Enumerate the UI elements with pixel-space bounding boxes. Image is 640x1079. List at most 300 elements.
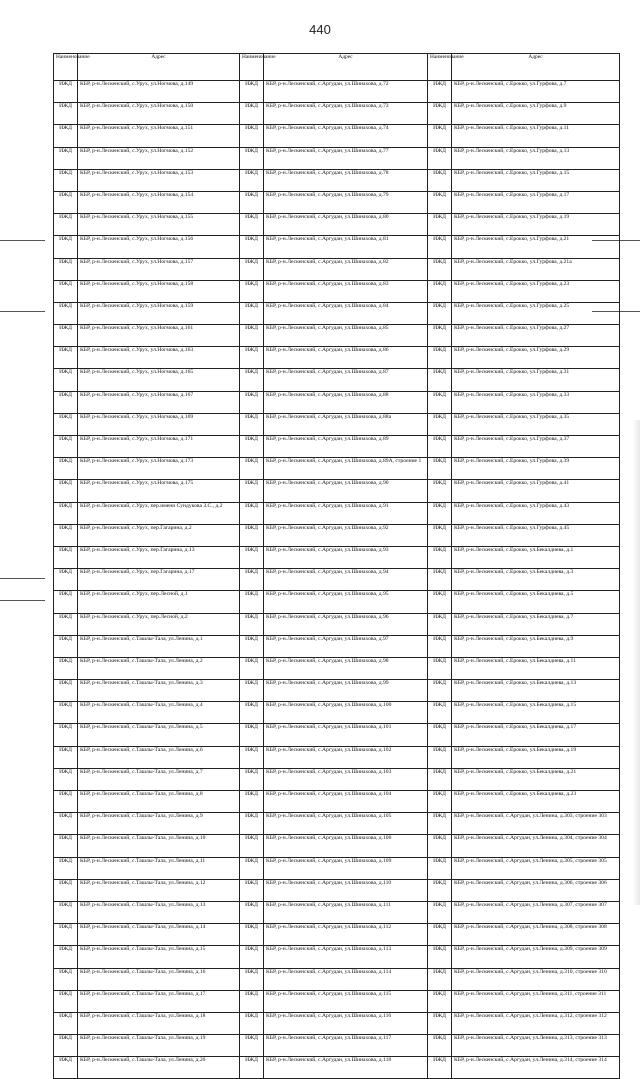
object-kind-cell: ИЖД — [240, 81, 264, 103]
object-kind-cell: ИЖД — [240, 591, 264, 613]
address-cell: КБР, р-н.Лескенский, с.Ерокко, ул.Гурфова, д.21 — [452, 236, 620, 258]
address-cell: КБР, р-н.Лескенский, с.Аргудан, ул.Шинахова, д.98 — [264, 657, 428, 679]
object-kind-cell: ИЖД — [428, 258, 452, 280]
address-cell: КБР, р-н.Лескенский, с.Ерокко, ул.Гурфова, д.27 — [452, 325, 620, 347]
address-cell: КБР, р-н.Лескенский, с.Аргудан, ул.Шинахова, д.73 — [264, 103, 428, 125]
object-kind-cell: ИЖД — [428, 657, 452, 679]
object-kind-cell: ИЖД — [54, 1012, 78, 1034]
table-row — [54, 480, 620, 502]
table-row — [54, 768, 620, 790]
table-row — [54, 546, 620, 568]
object-kind-cell: ИЖД — [240, 901, 264, 923]
object-kind-cell: ИЖД — [428, 436, 452, 458]
address-cell: КБР, р-н.Лескенский, с.Ерокко, ул.Гурфова, д.45 — [452, 524, 620, 546]
address-cell: КБР, р-н.Лескенский, с.Ташлы-Тала, ул.Ленина, д.1 — [78, 635, 240, 657]
address-cell: КБР, р-н.Лескенский, с.Аргудан, ул.Шинахова, д.77 — [264, 147, 428, 169]
address-cell: КБР, р-н.Лескенский, с.Аргудан, ул.Шинахова, д.116 — [264, 1012, 428, 1034]
page-number: 440 — [309, 22, 331, 37]
object-kind-cell: ИЖД — [428, 569, 452, 591]
address-cell: КБР, р-н.Лескенский, с.Ерокко, ул.Гурфова, д.35 — [452, 413, 620, 435]
address-cell: КБР, р-н.Лескенский, с.Урух, ул.Ногмова, д.149 — [78, 81, 240, 103]
object-kind-cell: ИЖД — [428, 724, 452, 746]
object-kind-cell: ИЖД — [240, 835, 264, 857]
address-cell: КБР, р-н.Лескенский, с.Урух, пер.Лесной, д.2 — [78, 613, 240, 635]
address-cell: КБР, р-н.Лескенский, с.Ташлы-Тала, ул.Ленина, д.5 — [78, 724, 240, 746]
table-row — [54, 280, 620, 302]
table-body — [54, 81, 620, 1079]
address-cell: КБР, р-н.Лескенский, с.Урух, пер.Гагарина, д.17 — [78, 569, 240, 591]
address-cell: КБР, р-н.Лескенский, с.Ерокко, ул.Гурфова, д.9 — [452, 103, 620, 125]
object-kind-cell: ИЖД — [54, 1035, 78, 1057]
table-row — [54, 191, 620, 213]
object-kind-cell: ИЖД — [54, 147, 78, 169]
address-cell: КБР, р-н.Лескенский, с.Ерокко, ул.Бекалдиева, д.9 — [452, 635, 620, 657]
address-cell: КБР, р-н.Лескенский, с.Ерокко, ул.Бекалдиева, д.21 — [452, 768, 620, 790]
object-kind-cell: ИЖД — [240, 458, 264, 480]
address-cell: КБР, р-н.Лескенский, с.Ерокко, ул.Гурфова, д.15 — [452, 169, 620, 191]
address-cell: КБР, р-н.Лескенский, с.Аргудан, ул.Шинахова, д.82 — [264, 258, 428, 280]
address-cell: КБР, р-н.Лескенский, с.Аргудан, ул.Шинахова, д.112 — [264, 924, 428, 946]
object-kind-cell: ИЖД — [54, 125, 78, 147]
object-kind-cell: ИЖД — [240, 1057, 264, 1079]
object-kind-cell: ИЖД — [240, 236, 264, 258]
object-kind-cell: ИЖД — [240, 147, 264, 169]
address-cell: КБР, р-н.Лескенский, с.Ташлы-Тала, ул.Ленина, д.10 — [78, 835, 240, 857]
object-kind-cell: ИЖД — [428, 236, 452, 258]
column-header-address: Адрес — [264, 54, 428, 81]
object-kind-cell: ИЖД — [428, 458, 452, 480]
address-cell: КБР, р-н.Лескенский, с.Ташлы-Тала, ул.Ленина, д.8 — [78, 791, 240, 813]
object-kind-cell: ИЖД — [240, 680, 264, 702]
address-cell: КБР, р-н.Лескенский, с.Аргудан, ул.Шинахова, д.103 — [264, 768, 428, 790]
address-cell: КБР, р-н.Лескенский, с.Аргудан, ул.Шинахова, д.83 — [264, 280, 428, 302]
object-kind-cell: ИЖД — [428, 214, 452, 236]
object-kind-cell: ИЖД — [54, 813, 78, 835]
object-kind-cell: ИЖД — [428, 746, 452, 768]
address-cell: КБР, р-н.Лескенский, с.Аргудан, ул.Шинахова, д.110 — [264, 879, 428, 901]
address-cell: КБР, р-н.Лескенский, с.Ташлы-Тала, ул.Ленина, д.9 — [78, 813, 240, 835]
address-cell: КБР, р-н.Лескенский, с.Урух, ул.Ногмова, д.167 — [78, 391, 240, 413]
address-cell: КБР, р-н.Лескенский, с.Ташлы-Тала, ул.Ленина, д.3 — [78, 680, 240, 702]
address-cell: КБР, р-н.Лескенский, с.Ташлы-Тала, ул.Ленина, д.14 — [78, 924, 240, 946]
object-kind-cell: ИЖД — [428, 791, 452, 813]
address-cell: КБР, р-н.Лескенский, с.Ташлы-Тала, ул.Ленина, д.2 — [78, 657, 240, 679]
object-kind-cell: ИЖД — [428, 413, 452, 435]
object-kind-cell: ИЖД — [240, 325, 264, 347]
object-kind-cell: ИЖД — [54, 879, 78, 901]
object-kind-cell: ИЖД — [428, 968, 452, 990]
object-kind-cell: ИЖД — [428, 546, 452, 568]
table-row — [54, 901, 620, 923]
address-cell: КБР, р-н.Лескенский, с.Аргудан, ул.Шинахова, д.81 — [264, 236, 428, 258]
address-cell: КБР, р-н.Лескенский, с.Аргудан, ул.Ленина, д.314, строение 314 — [452, 1057, 620, 1079]
object-kind-cell: ИЖД — [240, 480, 264, 502]
address-cell: КБР, р-н.Лескенский, с.Аргудан, ул.Шинахова, д.118 — [264, 1057, 428, 1079]
address-cell: КБР, р-н.Лескенский, с.Ерокко, ул.Гурфова, д.33 — [452, 391, 620, 413]
object-kind-cell: ИЖД — [54, 724, 78, 746]
address-cell: КБР, р-н.Лескенский, с.Аргудан, ул.Ленина, д.309, строение 309 — [452, 946, 620, 968]
table-row — [54, 325, 620, 347]
object-kind-cell: ИЖД — [54, 325, 78, 347]
address-cell: КБР, р-н.Лескенский, с.Аргудан, ул.Ленина, д.305, строение 305 — [452, 857, 620, 879]
address-cell: КБР, р-н.Лескенский, с.Ерокко, ул.Гурфова, д.21а — [452, 258, 620, 280]
object-kind-cell: ИЖД — [428, 147, 452, 169]
address-cell: КБР, р-н.Лескенский, с.Ерокко, ул.Гурфова, д.7 — [452, 81, 620, 103]
table-row — [54, 835, 620, 857]
address-cell: КБР, р-н.Лескенский, с.Ерокко, ул.Бекалдиева, д.7 — [452, 613, 620, 635]
object-kind-cell: ИЖД — [240, 569, 264, 591]
address-cell: КБР, р-н.Лескенский, с.Ерокко, ул.Бекалдиева, д.3 — [452, 569, 620, 591]
object-kind-cell: ИЖД — [428, 901, 452, 923]
object-kind-cell: ИЖД — [240, 191, 264, 213]
address-cell: КБР, р-н.Лескенский, с.Аргудан, ул.Шинахова, д.72 — [264, 81, 428, 103]
scan-shadow — [632, 420, 640, 905]
object-kind-cell: ИЖД — [240, 635, 264, 657]
object-kind-cell: ИЖД — [54, 546, 78, 568]
address-cell: КБР, р-н.Лескенский, с.Ташлы-Тала, ул.Ленина, д.17 — [78, 990, 240, 1012]
address-cell: КБР, р-н.Лескенский, с.Аргудан, ул.Шинахова, д.102 — [264, 746, 428, 768]
address-cell: КБР, р-н.Лескенский, с.Ерокко, ул.Гурфова, д.29 — [452, 347, 620, 369]
table-row — [54, 413, 620, 435]
address-cell: КБР, р-н.Лескенский, с.Аргудан, ул.Шинахова, д.109 — [264, 857, 428, 879]
address-cell: КБР, р-н.Лескенский, с.Аргудан, ул.Шинахова, д.89 — [264, 436, 428, 458]
object-kind-cell: ИЖД — [428, 81, 452, 103]
address-cell: КБР, р-н.Лескенский, с.Аргудан, ул.Шинахова, д.88 — [264, 391, 428, 413]
table-row — [54, 879, 620, 901]
object-kind-cell: ИЖД — [54, 81, 78, 103]
table-row — [54, 524, 620, 546]
column-header-kind: Наименование — [240, 54, 264, 81]
address-cell: КБР, р-н.Лескенский, с.Аргудан, ул.Шинахова, д.86 — [264, 347, 428, 369]
object-kind-cell: ИЖД — [54, 413, 78, 435]
object-kind-cell: ИЖД — [240, 169, 264, 191]
address-cell: КБР, р-н.Лескенский, с.Урух, пер.имени Сундукова З.С., д.2 — [78, 502, 240, 524]
table-row — [54, 613, 620, 635]
object-kind-cell: ИЖД — [240, 1012, 264, 1034]
object-kind-cell: ИЖД — [54, 924, 78, 946]
object-kind-cell: ИЖД — [240, 524, 264, 546]
object-kind-cell: ИЖД — [240, 546, 264, 568]
object-kind-cell: ИЖД — [428, 280, 452, 302]
table-row — [54, 302, 620, 324]
object-kind-cell: ИЖД — [240, 502, 264, 524]
address-cell: КБР, р-н.Лескенский, с.Аргудан, ул.Шинахова, д.101 — [264, 724, 428, 746]
object-kind-cell: ИЖД — [54, 968, 78, 990]
table-row — [54, 657, 620, 679]
object-kind-cell: ИЖД — [240, 1035, 264, 1057]
object-kind-cell: ИЖД — [240, 613, 264, 635]
object-kind-cell: ИЖД — [428, 768, 452, 790]
address-cell: КБР, р-н.Лескенский, с.Ерокко, ул.Бекалдиева, д.23 — [452, 791, 620, 813]
object-kind-cell: ИЖД — [240, 857, 264, 879]
table-row — [54, 635, 620, 657]
object-kind-cell: ИЖД — [54, 258, 78, 280]
object-kind-cell: ИЖД — [240, 990, 264, 1012]
address-cell: КБР, р-н.Лескенский, с.Аргудан, ул.Ленина, д.308, строение 308 — [452, 924, 620, 946]
address-cell: КБР, р-н.Лескенский, с.Урух, ул.Ногмова, д.165 — [78, 369, 240, 391]
object-kind-cell: ИЖД — [428, 702, 452, 724]
address-cell: КБР, р-н.Лескенский, с.Аргудан, ул.Шинахова, д.92 — [264, 524, 428, 546]
object-kind-cell: ИЖД — [428, 302, 452, 324]
address-cell: КБР, р-н.Лескенский, с.Аргудан, ул.Шинахова, д.93 — [264, 546, 428, 568]
object-kind-cell: ИЖД — [240, 702, 264, 724]
address-cell: КБР, р-н.Лескенский, с.Ерокко, ул.Гурфова, д.11 — [452, 125, 620, 147]
table-row — [54, 458, 620, 480]
address-cell: КБР, р-н.Лескенский, с.Ташлы-Тала, ул.Ленина, д.16 — [78, 968, 240, 990]
table-row — [54, 680, 620, 702]
object-kind-cell: ИЖД — [428, 524, 452, 546]
address-cell: КБР, р-н.Лескенский, с.Аргудан, ул.Ленина, д.311, строение 311 — [452, 990, 620, 1012]
address-cell: КБР, р-н.Лескенский, с.Ташлы-Тала, ул.Ленина, д.20 — [78, 1057, 240, 1079]
object-kind-cell: ИЖД — [54, 391, 78, 413]
object-kind-cell: ИЖД — [54, 524, 78, 546]
address-cell: КБР, р-н.Лескенский, с.Ташлы-Тала, ул.Ленина, д.7 — [78, 768, 240, 790]
address-cell: КБР, р-н.Лескенский, с.Ерокко, ул.Бекалдиева, д.17 — [452, 724, 620, 746]
object-kind-cell: ИЖД — [240, 280, 264, 302]
table-row — [54, 236, 620, 258]
object-kind-cell: ИЖД — [54, 791, 78, 813]
table-row — [54, 791, 620, 813]
object-kind-cell: ИЖД — [428, 835, 452, 857]
address-cell: КБР, р-н.Лескенский, с.Урух, ул.Ногмова, д.158 — [78, 280, 240, 302]
address-cell: КБР, р-н.Лескенский, с.Аргудан, ул.Ленина, д.306, строение 306 — [452, 879, 620, 901]
object-kind-cell: ИЖД — [428, 125, 452, 147]
address-cell: КБР, р-н.Лескенский, с.Аргудан, ул.Шинахова, д.94 — [264, 569, 428, 591]
address-cell: КБР, р-н.Лескенский, с.Аргудан, ул.Шинахова, д.84 — [264, 302, 428, 324]
table-row — [54, 369, 620, 391]
address-cell: КБР, р-н.Лескенский, с.Аргудан, ул.Шинахова, д.87 — [264, 369, 428, 391]
object-kind-cell: ИЖД — [54, 480, 78, 502]
table-row — [54, 1012, 620, 1034]
object-kind-cell: ИЖД — [428, 879, 452, 901]
address-cell: КБР, р-н.Лескенский, с.Урух, ул.Ногмова, д.154 — [78, 191, 240, 213]
address-cell: КБР, р-н.Лескенский, с.Ерокко, ул.Гурфова, д.23 — [452, 280, 620, 302]
object-kind-cell: ИЖД — [240, 724, 264, 746]
object-kind-cell: ИЖД — [54, 280, 78, 302]
object-kind-cell: ИЖД — [240, 413, 264, 435]
table-row — [54, 502, 620, 524]
table-row — [54, 857, 620, 879]
address-cell: КБР, р-н.Лескенский, с.Ташлы-Тала, ул.Ленина, д.18 — [78, 1012, 240, 1034]
address-cell: КБР, р-н.Лескенский, с.Урух, пер.Гагарина, д.13 — [78, 546, 240, 568]
object-kind-cell: ИЖД — [240, 302, 264, 324]
object-kind-cell: ИЖД — [54, 946, 78, 968]
object-kind-cell: ИЖД — [240, 746, 264, 768]
column-header-address: Адрес — [452, 54, 620, 81]
scan-artifact-line — [0, 311, 45, 312]
address-cell: КБР, р-н.Лескенский, с.Аргудан, ул.Шинахова, д.89А, строение 1 — [264, 458, 428, 480]
object-kind-cell: ИЖД — [428, 103, 452, 125]
address-cell: КБР, р-н.Лескенский, с.Аргудан, ул.Шинахова, д.97 — [264, 635, 428, 657]
address-cell: КБР, р-н.Лескенский, с.Урух, ул.Ногмова, д.153 — [78, 169, 240, 191]
table-row — [54, 169, 620, 191]
address-cell: КБР, р-н.Лескенский, с.Аргудан, ул.Шинахова, д.100 — [264, 702, 428, 724]
table-row — [54, 968, 620, 990]
object-kind-cell: ИЖД — [54, 302, 78, 324]
address-cell: КБР, р-н.Лескенский, с.Ерокко, ул.Гурфова, д.39 — [452, 458, 620, 480]
address-cell: КБР, р-н.Лескенский, с.Аргудан, ул.Шинахова, д.113 — [264, 946, 428, 968]
address-cell: КБР, р-н.Лескенский, с.Аргудан, ул.Шинахова, д.106 — [264, 835, 428, 857]
object-kind-cell: ИЖД — [54, 990, 78, 1012]
address-cell: КБР, р-н.Лескенский, с.Ташлы-Тала, ул.Ленина, д.11 — [78, 857, 240, 879]
address-cell: КБР, р-н.Лескенский, с.Аргудан, ул.Шинахова, д.74 — [264, 125, 428, 147]
object-kind-cell: ИЖД — [54, 169, 78, 191]
address-cell: КБР, р-н.Лескенский, с.Аргудан, ул.Шинахова, д.91 — [264, 502, 428, 524]
address-cell: КБР, р-н.Лескенский, с.Ерокко, ул.Бекалдиева, д.1 — [452, 546, 620, 568]
address-cell: КБР, р-н.Лескенский, с.Ерокко, ул.Бекалдиева, д.15 — [452, 702, 620, 724]
address-cell: КБР, р-н.Лескенский, с.Урух, пер.Лесной, д.1 — [78, 591, 240, 613]
address-cell: КБР, р-н.Лескенский, с.Ерокко, ул.Бекалдиева, д.13 — [452, 680, 620, 702]
address-cell: КБР, р-н.Лескенский, с.Аргудан, ул.Шинахова, д.115 — [264, 990, 428, 1012]
object-kind-cell: ИЖД — [428, 613, 452, 635]
address-cell: КБР, р-н.Лескенский, с.Урух, ул.Ногмова, д.152 — [78, 147, 240, 169]
object-kind-cell: ИЖД — [240, 103, 264, 125]
object-kind-cell: ИЖД — [240, 879, 264, 901]
table-row — [54, 813, 620, 835]
object-kind-cell: ИЖД — [428, 169, 452, 191]
address-cell: КБР, р-н.Лескенский, с.Аргудан, ул.Ленина, д.312, строение 312 — [452, 1012, 620, 1034]
object-kind-cell: ИЖД — [54, 613, 78, 635]
address-cell: КБР, р-н.Лескенский, с.Аргудан, ул.Ленина, д.303, строение 303 — [452, 813, 620, 835]
address-cell: КБР, р-н.Лескенский, с.Аргудан, ул.Шинахова, д.85 — [264, 325, 428, 347]
object-kind-cell: ИЖД — [428, 591, 452, 613]
table-row — [54, 214, 620, 236]
address-cell: КБР, р-н.Лескенский, с.Урух, ул.Ногмова, д.157 — [78, 258, 240, 280]
table-row — [54, 436, 620, 458]
address-cell: КБР, р-н.Лескенский, с.Аргудан, ул.Ленина, д.310, строение 310 — [452, 968, 620, 990]
table-row — [54, 81, 620, 103]
table-row — [54, 924, 620, 946]
column-header-kind: Наименование — [428, 54, 452, 81]
object-kind-cell: ИЖД — [240, 968, 264, 990]
object-kind-cell: ИЖД — [428, 369, 452, 391]
address-cell: КБР, р-н.Лескенский, с.Аргудан, ул.Шинахова, д.90 — [264, 480, 428, 502]
table-row — [54, 946, 620, 968]
object-kind-cell: ИЖД — [54, 436, 78, 458]
address-cell: КБР, р-н.Лескенский, с.Ерокко, ул.Гурфова, д.13 — [452, 147, 620, 169]
object-kind-cell: ИЖД — [428, 391, 452, 413]
address-cell: КБР, р-н.Лескенский, с.Ерокко, ул.Бекалдиева, д.5 — [452, 591, 620, 613]
table-row — [54, 1057, 620, 1079]
object-kind-cell: ИЖД — [428, 502, 452, 524]
address-cell: КБР, р-н.Лескенский, с.Урух, ул.Ногмова, д.159 — [78, 302, 240, 324]
address-cell: КБР, р-н.Лескенский, с.Аргудан, ул.Шинахова, д.79 — [264, 191, 428, 213]
address-cell: КБР, р-н.Лескенский, с.Ташлы-Тала, ул.Ленина, д.15 — [78, 946, 240, 968]
address-cell: КБР, р-н.Лескенский, с.Ташлы-Тала, ул.Ленина, д.4 — [78, 702, 240, 724]
object-kind-cell: ИЖД — [428, 813, 452, 835]
object-kind-cell: ИЖД — [428, 924, 452, 946]
address-cell: КБР, р-н.Лескенский, с.Ташлы-Тала, ул.Ленина, д.6 — [78, 746, 240, 768]
address-cell: КБР, р-н.Лескенский, с.Ташлы-Тала, ул.Ленина, д.12 — [78, 879, 240, 901]
object-kind-cell: ИЖД — [240, 214, 264, 236]
table-row — [54, 990, 620, 1012]
scan-artifact-line — [0, 600, 45, 601]
object-kind-cell: ИЖД — [54, 680, 78, 702]
object-kind-cell: ИЖД — [240, 791, 264, 813]
address-cell: КБР, р-н.Лескенский, с.Аргудан, ул.Шинахова, д.104 — [264, 791, 428, 813]
object-kind-cell: ИЖД — [428, 857, 452, 879]
object-kind-cell: ИЖД — [240, 258, 264, 280]
address-cell: КБР, р-н.Лескенский, с.Урух, ул.Ногмова, д.161 — [78, 325, 240, 347]
address-cell: КБР, р-н.Лескенский, с.Ерокко, ул.Гурфова, д.43 — [452, 502, 620, 524]
column-header-kind: Наименование — [54, 54, 78, 81]
table-row — [54, 591, 620, 613]
object-kind-cell: ИЖД — [428, 480, 452, 502]
object-kind-cell: ИЖД — [428, 191, 452, 213]
address-cell: КБР, р-н.Лескенский, с.Ерокко, ул.Гурфова, д.41 — [452, 480, 620, 502]
address-table — [53, 53, 620, 1079]
object-kind-cell: ИЖД — [54, 901, 78, 923]
object-kind-cell: ИЖД — [428, 1012, 452, 1034]
object-kind-cell: ИЖД — [428, 680, 452, 702]
table-row — [54, 724, 620, 746]
table-row — [54, 746, 620, 768]
address-cell: КБР, р-н.Лескенский, с.Ташлы-Тала, ул.Ленина, д.19 — [78, 1035, 240, 1057]
address-cell: КБР, р-н.Лескенский, с.Аргудан, ул.Шинахова, д.95 — [264, 591, 428, 613]
object-kind-cell: ИЖД — [54, 857, 78, 879]
object-kind-cell: ИЖД — [240, 125, 264, 147]
table-row — [54, 702, 620, 724]
table-row — [54, 391, 620, 413]
object-kind-cell: ИЖД — [428, 635, 452, 657]
address-cell: КБР, р-н.Лескенский, с.Аргудан, ул.Ленина, д.307, строение 307 — [452, 901, 620, 923]
object-kind-cell: ИЖД — [54, 835, 78, 857]
address-cell: КБР, р-н.Лескенский, с.Аргудан, ул.Шинахова, д.117 — [264, 1035, 428, 1057]
address-cell: КБР, р-н.Лескенский, с.Аргудан, ул.Шинахова, д.96 — [264, 613, 428, 635]
address-cell: КБР, р-н.Лескенский, с.Аргудан, ул.Шинахова, д.111 — [264, 901, 428, 923]
object-kind-cell: ИЖД — [54, 569, 78, 591]
object-kind-cell: ИЖД — [240, 347, 264, 369]
object-kind-cell: ИЖД — [428, 990, 452, 1012]
object-kind-cell: ИЖД — [54, 702, 78, 724]
address-cell: КБР, р-н.Лескенский, с.Урух, ул.Ногмова, д.163 — [78, 347, 240, 369]
object-kind-cell: ИЖД — [54, 591, 78, 613]
table-row — [54, 125, 620, 147]
address-cell: КБР, р-н.Лескенский, с.Урух, ул.Ногмова, д.156 — [78, 236, 240, 258]
table-row — [54, 103, 620, 125]
address-cell: КБР, р-н.Лескенский, с.Аргудан, ул.Шинахова, д.105 — [264, 813, 428, 835]
address-cell: КБР, р-н.Лескенский, с.Урух, ул.Ногмова, д.155 — [78, 214, 240, 236]
object-kind-cell: ИЖД — [54, 347, 78, 369]
object-kind-cell: ИЖД — [240, 768, 264, 790]
object-kind-cell: ИЖД — [54, 103, 78, 125]
scan-artifact-line — [0, 240, 45, 241]
address-cell: КБР, р-н.Лескенский, с.Урух, ул.Ногмова, д.151 — [78, 125, 240, 147]
address-cell: КБР, р-н.Лескенский, с.Ерокко, ул.Бекалдиева, д.11 — [452, 657, 620, 679]
address-cell: КБР, р-н.Лескенский, с.Аргудан, ул.Шинахова, д.88а — [264, 413, 428, 435]
object-kind-cell: ИЖД — [240, 657, 264, 679]
object-kind-cell: ИЖД — [54, 236, 78, 258]
scan-artifact-line — [0, 578, 45, 579]
table-row — [54, 347, 620, 369]
object-kind-cell: ИЖД — [240, 436, 264, 458]
address-cell: КБР, р-н.Лескенский, с.Аргудан, ул.Ленина, д.304, строение 304 — [452, 835, 620, 857]
table-row — [54, 1035, 620, 1057]
address-cell: КБР, р-н.Лескенский, с.Аргудан, ул.Ленина, д.313, строение 313 — [452, 1035, 620, 1057]
address-cell: КБР, р-н.Лескенский, с.Ерокко, ул.Гурфова, д.19 — [452, 214, 620, 236]
object-kind-cell: ИЖД — [54, 768, 78, 790]
address-cell: КБР, р-н.Лескенский, с.Урух, ул.Ногмова, д.173 — [78, 458, 240, 480]
object-kind-cell: ИЖД — [54, 191, 78, 213]
object-kind-cell: ИЖД — [428, 1035, 452, 1057]
address-cell: КБР, р-н.Лескенский, с.Аргудан, ул.Шинахова, д.80 — [264, 214, 428, 236]
object-kind-cell: ИЖД — [54, 657, 78, 679]
address-cell: КБР, р-н.Лескенский, с.Аргудан, ул.Шинахова, д.99 — [264, 680, 428, 702]
address-cell: КБР, р-н.Лескенский, с.Ерокко, ул.Бекалдиева, д.19 — [452, 746, 620, 768]
address-cell: КБР, р-н.Лескенский, с.Ерокко, ул.Гурфова, д.37 — [452, 436, 620, 458]
address-cell: КБР, р-н.Лескенский, с.Урух, ул.Ногмова, д.169 — [78, 413, 240, 435]
object-kind-cell: ИЖД — [428, 325, 452, 347]
